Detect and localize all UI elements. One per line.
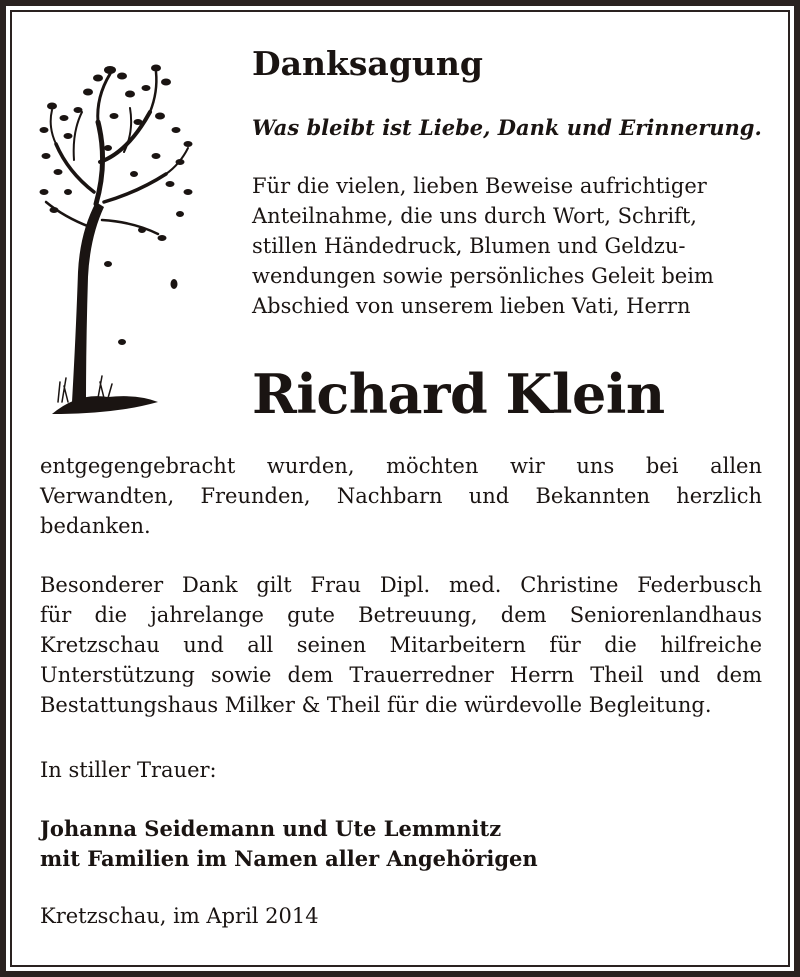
place-date: Kretzschau, im April 2014 — [40, 904, 319, 928]
intro-line: stillen Händedruck, Blumen und Geldzu- — [252, 234, 686, 258]
paragraph-line: entgegengebracht wurden, möchten wir uns bei allen — [40, 454, 762, 478]
intro-line: wendungen sowie persönliches Geleit beim — [252, 264, 714, 288]
signers — [40, 814, 538, 874]
mourning-line: In stiller Trauer: — [40, 758, 217, 782]
thanks-paragraph — [40, 451, 762, 541]
intro-line: Abschied von unserem lieben Vati, Herrn — [252, 294, 691, 318]
deceased-name: Richard Klein — [252, 362, 665, 426]
signer-line: mit Familien im Namen aller Angehörigen — [40, 846, 538, 871]
page-title: Danksagung — [252, 44, 483, 83]
paragraph-line: bedanken. — [40, 514, 151, 538]
intro-line: Anteilnahme, die uns durch Wort, Schrift, — [252, 204, 697, 228]
paragraph-line: Bestattungshaus Milker & Theil für die würdevolle Begleitung. — [40, 693, 712, 717]
paragraph-line: Unterstützung sowie dem Trauerredner Herrn Theil und dem — [40, 663, 762, 687]
paragraph-line: Kretzschau und all seinen Mitarbeitern für die hilfreiche — [40, 633, 762, 657]
motto: Was bleibt ist Liebe, Dank und Erinnerung. — [252, 115, 762, 140]
intro-line: Für die vielen, lieben Beweise aufrichtiger — [252, 174, 707, 198]
paragraph-line: Verwandten, Freunden, Nachbarn und Bekannten herzlich — [40, 484, 762, 508]
special-thanks-paragraph — [40, 570, 762, 720]
intro-text — [252, 171, 762, 321]
paragraph-line: für die jahrelange gute Betreuung, dem Seniorenlandhaus — [40, 603, 762, 627]
paragraph-line: Besonderer Dank gilt Frau Dipl. med. Christine Federbusch — [40, 573, 762, 597]
tree-icon — [38, 52, 198, 422]
signer-line: Johanna Seidemann und Ute Lemmnitz — [40, 816, 502, 841]
